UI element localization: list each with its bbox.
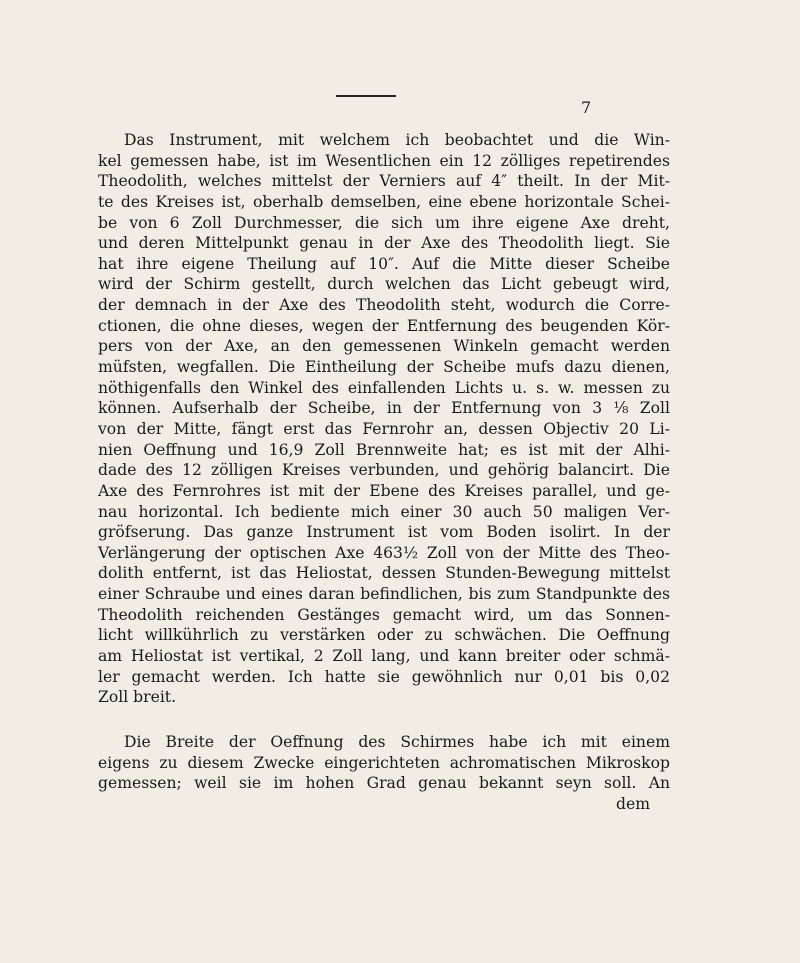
text-line: können. Aufserhalb der Scheibe, in der Entfernung von 3 ⅛ Zoll bbox=[98, 399, 670, 418]
text-line: wird der Schirm gestellt, durch welchen das Licht gebeugt wird, bbox=[98, 275, 670, 294]
text-line: nau horizontal. Ich bediente mich einer 30 auch 50 maligen Ver- bbox=[98, 502, 670, 521]
text-line: Das Instrument, mit welchem ich beobachtet und die Win- bbox=[124, 131, 670, 149]
catchword: dem bbox=[616, 794, 650, 813]
text-line: kel gemessen habe, ist im Wesentlichen ein 12 zölliges repetirendes bbox=[98, 151, 670, 170]
text-line: hat ihre eigene Theilung auf 10″. Auf die Mitte dieser Scheibe bbox=[98, 254, 670, 273]
text-line: der demnach in der Axe des Theodolith steht, wodurch die Corre- bbox=[98, 296, 670, 315]
text-line: und deren Mittelpunkt genau in der Axe des Theodolith liegt. Sie bbox=[98, 234, 670, 253]
text-line: pers von der Axe, an den gemessenen Winkeln gemacht werden bbox=[98, 337, 670, 356]
paragraph-1 bbox=[98, 130, 670, 708]
text-line: Die Breite der Oeffnung des Schirmes habe ich mit einem bbox=[124, 733, 670, 751]
text-line: dade des 12 zölligen Kreises verbunden, und gehörig balancirt. Die bbox=[98, 461, 670, 480]
text-line: Verlängerung der optischen Axe 463½ Zoll von der Mitte des Theo- bbox=[98, 543, 670, 562]
text-line: dolith entfernt, ist das Heliostat, dessen Stunden-Bewegung mittelst bbox=[98, 564, 670, 583]
text-line: von der Mitte, fängt erst das Fernrohr an, dessen Objectiv 20 Li- bbox=[98, 419, 670, 438]
text-line: Theodolith, welches mittelst der Verniers auf 4″ theilt. In der Mit- bbox=[98, 172, 670, 191]
text-line: be von 6 Zoll Durchmesser, die sich um ihre eigene Axe dreht, bbox=[98, 213, 670, 232]
page-number: 7 bbox=[581, 98, 592, 117]
text-line: einer Schraube und eines daran befindlichen, bis zum Standpunkte des bbox=[98, 585, 670, 604]
text-line: gröfserung. Das ganze Instrument ist vom Boden isolirt. In der bbox=[98, 523, 670, 542]
text-line: Axe des Fernrohres ist mit der Ebene des Kreises parallel, und ge- bbox=[98, 481, 670, 500]
text-line: ctionen, die ohne dieses, wegen der Entfernung des beugenden Kör- bbox=[98, 316, 670, 335]
text-line: am Heliostat ist vertikal, 2 Zoll lang, und kann breiter oder schmä- bbox=[98, 647, 670, 666]
text-line: eigens zu diesem Zwecke eingerichteten achromatischen Mikroskop bbox=[98, 753, 670, 772]
text-line: nöthigenfalls den Winkel des einfallenden Lichts u. s. w. messen zu bbox=[98, 378, 670, 397]
text-line: gemessen; weil sie im hohen Grad genau bekannt seyn soll. An bbox=[98, 774, 670, 793]
text-line: ler gemacht werden. Ich hatte sie gewöhnlich nur 0,01 bis 0,02 bbox=[98, 667, 670, 686]
paragraph-2 bbox=[98, 732, 670, 815]
header-rule bbox=[336, 95, 396, 97]
text-line: Zoll breit. bbox=[98, 688, 177, 707]
text-line: licht willkührlich zu verstärken oder zu schwächen. Die Oeffnung bbox=[98, 626, 670, 645]
text-line: nien Oeffnung und 16,9 Zoll Brennweite hat; es ist mit der Alhi- bbox=[98, 440, 670, 459]
text-line: te des Kreises ist, oberhalb demselben, eine ebene horizontale Schei- bbox=[98, 192, 670, 211]
text-line: müfsten, wegfallen. Die Eintheilung der Scheibe mufs dazu dienen, bbox=[98, 358, 670, 377]
text-line: Theodolith reichenden Gestänges gemacht wird, um das Sonnen- bbox=[98, 605, 670, 624]
